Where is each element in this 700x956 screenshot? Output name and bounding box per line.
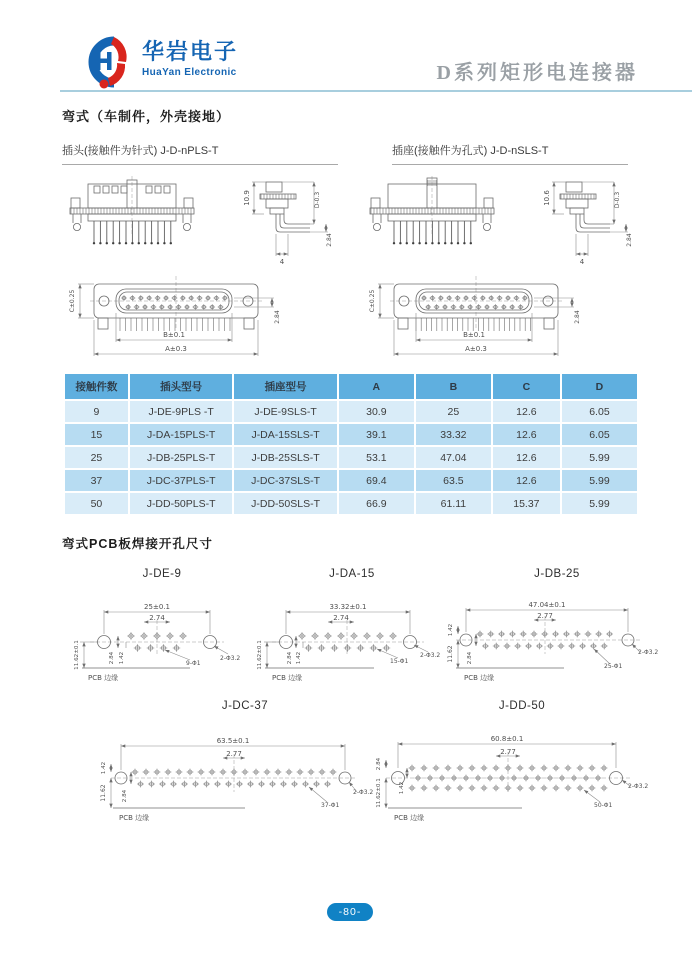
pcb-drawing-jde9 xyxy=(62,568,262,695)
col-header: D xyxy=(562,374,637,399)
col-header: 插头型号 xyxy=(130,374,232,399)
table-cell: 66.9 xyxy=(339,493,414,514)
table-cell: 6.05 xyxy=(562,424,637,445)
pcb-drawing-jdb25 xyxy=(442,568,672,695)
col-header: C xyxy=(493,374,560,399)
plug-caption: 插头(接触件为针式) J-D-nPLS-T xyxy=(62,142,338,165)
socket-front-view xyxy=(370,176,494,244)
pcb-drawing-title: J-DC-37 xyxy=(221,700,269,712)
table-cell: 50 xyxy=(65,493,128,514)
socket-technical-drawing xyxy=(358,170,643,366)
table-cell: J-DC-37SLS-T xyxy=(234,470,336,491)
table-cell: 5.99 xyxy=(562,493,637,514)
table-cell: J-DD-50SLS-T xyxy=(234,493,336,514)
dim-label: 33.32±0.1 xyxy=(329,603,367,611)
contact-holes xyxy=(421,295,528,301)
socket-bottom-view xyxy=(369,276,581,356)
dim-label: B±0.1 xyxy=(463,331,485,339)
pcb-drawing-title: J-DA-15 xyxy=(329,568,375,580)
pin-comb xyxy=(120,318,230,331)
contact-holes xyxy=(121,295,228,301)
col-header: B xyxy=(416,374,491,399)
plug-technical-drawing xyxy=(58,170,343,366)
col-header: A xyxy=(339,374,414,399)
dim-label: 1.42 xyxy=(101,761,107,775)
dim-label: 1.42 xyxy=(399,781,405,795)
pcb-drawing-title: J-DD-50 xyxy=(498,700,546,712)
dim-label: 2.77 xyxy=(537,612,553,620)
dim-label: 11.62±0.1 xyxy=(257,640,263,670)
dim-label: 4 xyxy=(279,258,285,266)
table-cell: 30.9 xyxy=(339,401,414,422)
dim-label: 4 xyxy=(579,258,585,266)
page-number-badge: -80- xyxy=(327,903,373,921)
socket-caption: 插座(接触件为孔式) J-D-nSLS-T xyxy=(392,142,628,165)
dim-label: 2.84 xyxy=(274,310,281,324)
dim-label: 63.5±0.1 xyxy=(216,737,250,745)
pcb-edge-label: PCB 边缘 xyxy=(394,814,425,822)
pcb-hole-pattern-jdc37 xyxy=(95,722,395,834)
dim-label: 11.62 xyxy=(100,784,107,802)
table-cell: 5.99 xyxy=(562,470,637,491)
table-cell: 47.04 xyxy=(416,447,491,468)
table-cell: J-DA-15SLS-T xyxy=(234,424,336,445)
dim-label: 2.84 xyxy=(109,651,115,665)
table-cell: 12.6 xyxy=(493,470,560,491)
table-cell: 63.5 xyxy=(416,470,491,491)
table-row xyxy=(65,401,637,422)
dim-label: C±0.25 xyxy=(69,289,76,313)
pcb-hole-pattern-jde9 xyxy=(62,590,262,690)
plug-bottom-view xyxy=(69,276,281,356)
dim-label: 25±0.1 xyxy=(144,603,170,611)
table-cell: 39.1 xyxy=(339,424,414,445)
pcb-edge-label: PCB 边缘 xyxy=(272,674,303,682)
pcb-hole-pattern-jdb25 xyxy=(442,590,672,690)
table-cell: 25 xyxy=(65,447,128,468)
table-cell: 53.1 xyxy=(339,447,414,468)
pcb-drawing-title: J-DE-9 xyxy=(142,568,182,580)
table-row xyxy=(65,424,637,445)
header-divider xyxy=(60,90,692,92)
table-cell: 9 xyxy=(65,401,128,422)
pcb-hole-pattern-jda15 xyxy=(252,590,452,690)
brand-name-cn: 华岩电子 xyxy=(142,39,239,64)
dim-label: 2.84 xyxy=(574,310,581,324)
flange-hatch xyxy=(71,208,191,214)
pcb-edge-label: PCB 边缘 xyxy=(464,674,495,682)
pin-comb xyxy=(416,318,530,331)
table-cell: 6.05 xyxy=(562,401,637,422)
hole-count-label: 37-Φ1 xyxy=(321,802,340,809)
mount-hole-label: 2-Φ3.2 xyxy=(220,655,241,662)
dim-label: 2.84 xyxy=(467,651,473,665)
table-cell: J-DD-50PLS-T xyxy=(130,493,232,514)
table-row xyxy=(65,493,637,514)
table-cell: J-DB-25PLS-T xyxy=(130,447,232,468)
pcb-edge-label: PCB 边缘 xyxy=(88,674,119,682)
table-cell: 69.4 xyxy=(339,470,414,491)
pin-comb xyxy=(393,221,472,244)
pcb-drawing-title: J-DB-25 xyxy=(534,568,580,580)
dim-label: 2.84 xyxy=(626,233,633,247)
solder-holes xyxy=(409,785,608,792)
bend-section-title: 弯式（车制件，外壳接地） xyxy=(62,109,231,124)
pcb-drawing-jdc37 xyxy=(95,700,395,839)
dim-label: 1.42 xyxy=(296,651,302,665)
solder-holes xyxy=(298,632,396,639)
pin-comb xyxy=(93,221,172,244)
table-cell: J-DE-9SLS-T xyxy=(234,401,336,422)
solder-holes xyxy=(132,769,337,776)
dim-label: 10.9 xyxy=(243,190,251,206)
dim-label: 2.77 xyxy=(226,750,242,758)
dim-label: 2.84 xyxy=(122,789,128,803)
socket-side-view xyxy=(543,182,633,266)
solder-holes xyxy=(127,632,186,639)
solder-holes xyxy=(305,644,390,651)
plug-side-view xyxy=(243,182,333,266)
dim-label: A±0.3 xyxy=(165,345,187,353)
mount-hole-label: 2-Φ3.2 xyxy=(628,783,649,790)
dim-label: 1.42 xyxy=(119,651,125,665)
dim-label: 10.6 xyxy=(543,190,551,206)
table-cell: 25 xyxy=(416,401,491,422)
dim-label: 2.74 xyxy=(149,614,165,622)
table-cell: 5.99 xyxy=(562,447,637,468)
table-cell: 12.6 xyxy=(493,424,560,445)
col-header: 接触件数 xyxy=(65,374,128,399)
dim-label: 2.74 xyxy=(333,614,349,622)
mount-hole-label: 2-Φ3.2 xyxy=(638,649,659,656)
solder-holes xyxy=(477,631,613,638)
mount-hole-label: 2-Φ3.2 xyxy=(353,789,374,796)
table-cell: 12.6 xyxy=(493,447,560,468)
table-header-row xyxy=(65,374,637,399)
pcb-drawing-jda15 xyxy=(252,568,452,695)
table-cell: J-DA-15PLS-T xyxy=(130,424,232,445)
dimension-table xyxy=(63,372,639,516)
table-cell: 37 xyxy=(65,470,128,491)
dim-label: 2.77 xyxy=(500,748,516,756)
flange-hatch xyxy=(371,208,491,214)
hole-count-label: 25-Φ1 xyxy=(604,663,623,670)
contact-holes xyxy=(125,304,223,310)
dim-label: D-0.3 xyxy=(314,191,321,209)
pcb-section-title: 弯式PCB板焊接开孔尺寸 xyxy=(62,537,213,551)
col-header: 插座型号 xyxy=(234,374,336,399)
pcb-hole-pattern-jdd50 xyxy=(372,722,672,834)
dim-label: B±0.1 xyxy=(163,331,185,339)
dim-label: A±0.3 xyxy=(465,345,487,353)
table-row xyxy=(65,470,637,491)
brand-name-en: HuaYan Electronic xyxy=(142,67,237,78)
table-cell: J-DC-37PLS-T xyxy=(130,470,232,491)
table-cell: J-DB-25SLS-T xyxy=(234,447,336,468)
hole-count-label: 15-Φ1 xyxy=(390,658,409,665)
pcb-drawing-jdd50 xyxy=(372,700,672,839)
dim-label: 11.62±0.1 xyxy=(376,778,382,808)
table-cell: J-DE-9PLS -T xyxy=(130,401,232,422)
dim-label: C±0.25 xyxy=(369,289,376,313)
dim-label: 11.62±0.1 xyxy=(74,640,80,670)
table-cell: 33.32 xyxy=(416,424,491,445)
table-cell: 15 xyxy=(65,424,128,445)
dim-label: D-0.3 xyxy=(614,191,621,209)
dim-label: 2.84 xyxy=(287,651,293,665)
table-row xyxy=(65,447,637,468)
hole-count-label: 50-Φ1 xyxy=(594,802,613,809)
table-cell: 61.11 xyxy=(416,493,491,514)
dim-label: 2.84 xyxy=(376,757,382,771)
huayan-logo-icon xyxy=(74,34,134,90)
dim-label: 2.84 xyxy=(326,233,333,247)
dim-label: 11.62 xyxy=(447,645,454,663)
solder-holes xyxy=(409,765,608,772)
dim-label: 47.04±0.1 xyxy=(528,601,566,609)
document-title: D系列矩形电连接器 xyxy=(436,62,638,84)
pcb-edge-label: PCB 边缘 xyxy=(119,814,150,822)
table-cell: 12.6 xyxy=(493,401,560,422)
hole-count-label: 9-Φ1 xyxy=(186,660,201,667)
table-cell: 15.37 xyxy=(493,493,560,514)
dim-label: 60.8±0.1 xyxy=(490,735,524,743)
plug-front-view xyxy=(70,176,194,244)
mount-hole-label: 2-Φ3.2 xyxy=(420,652,441,659)
contact-holes xyxy=(425,304,523,310)
brand-block xyxy=(142,40,238,78)
dim-label: 1.42 xyxy=(448,623,454,637)
